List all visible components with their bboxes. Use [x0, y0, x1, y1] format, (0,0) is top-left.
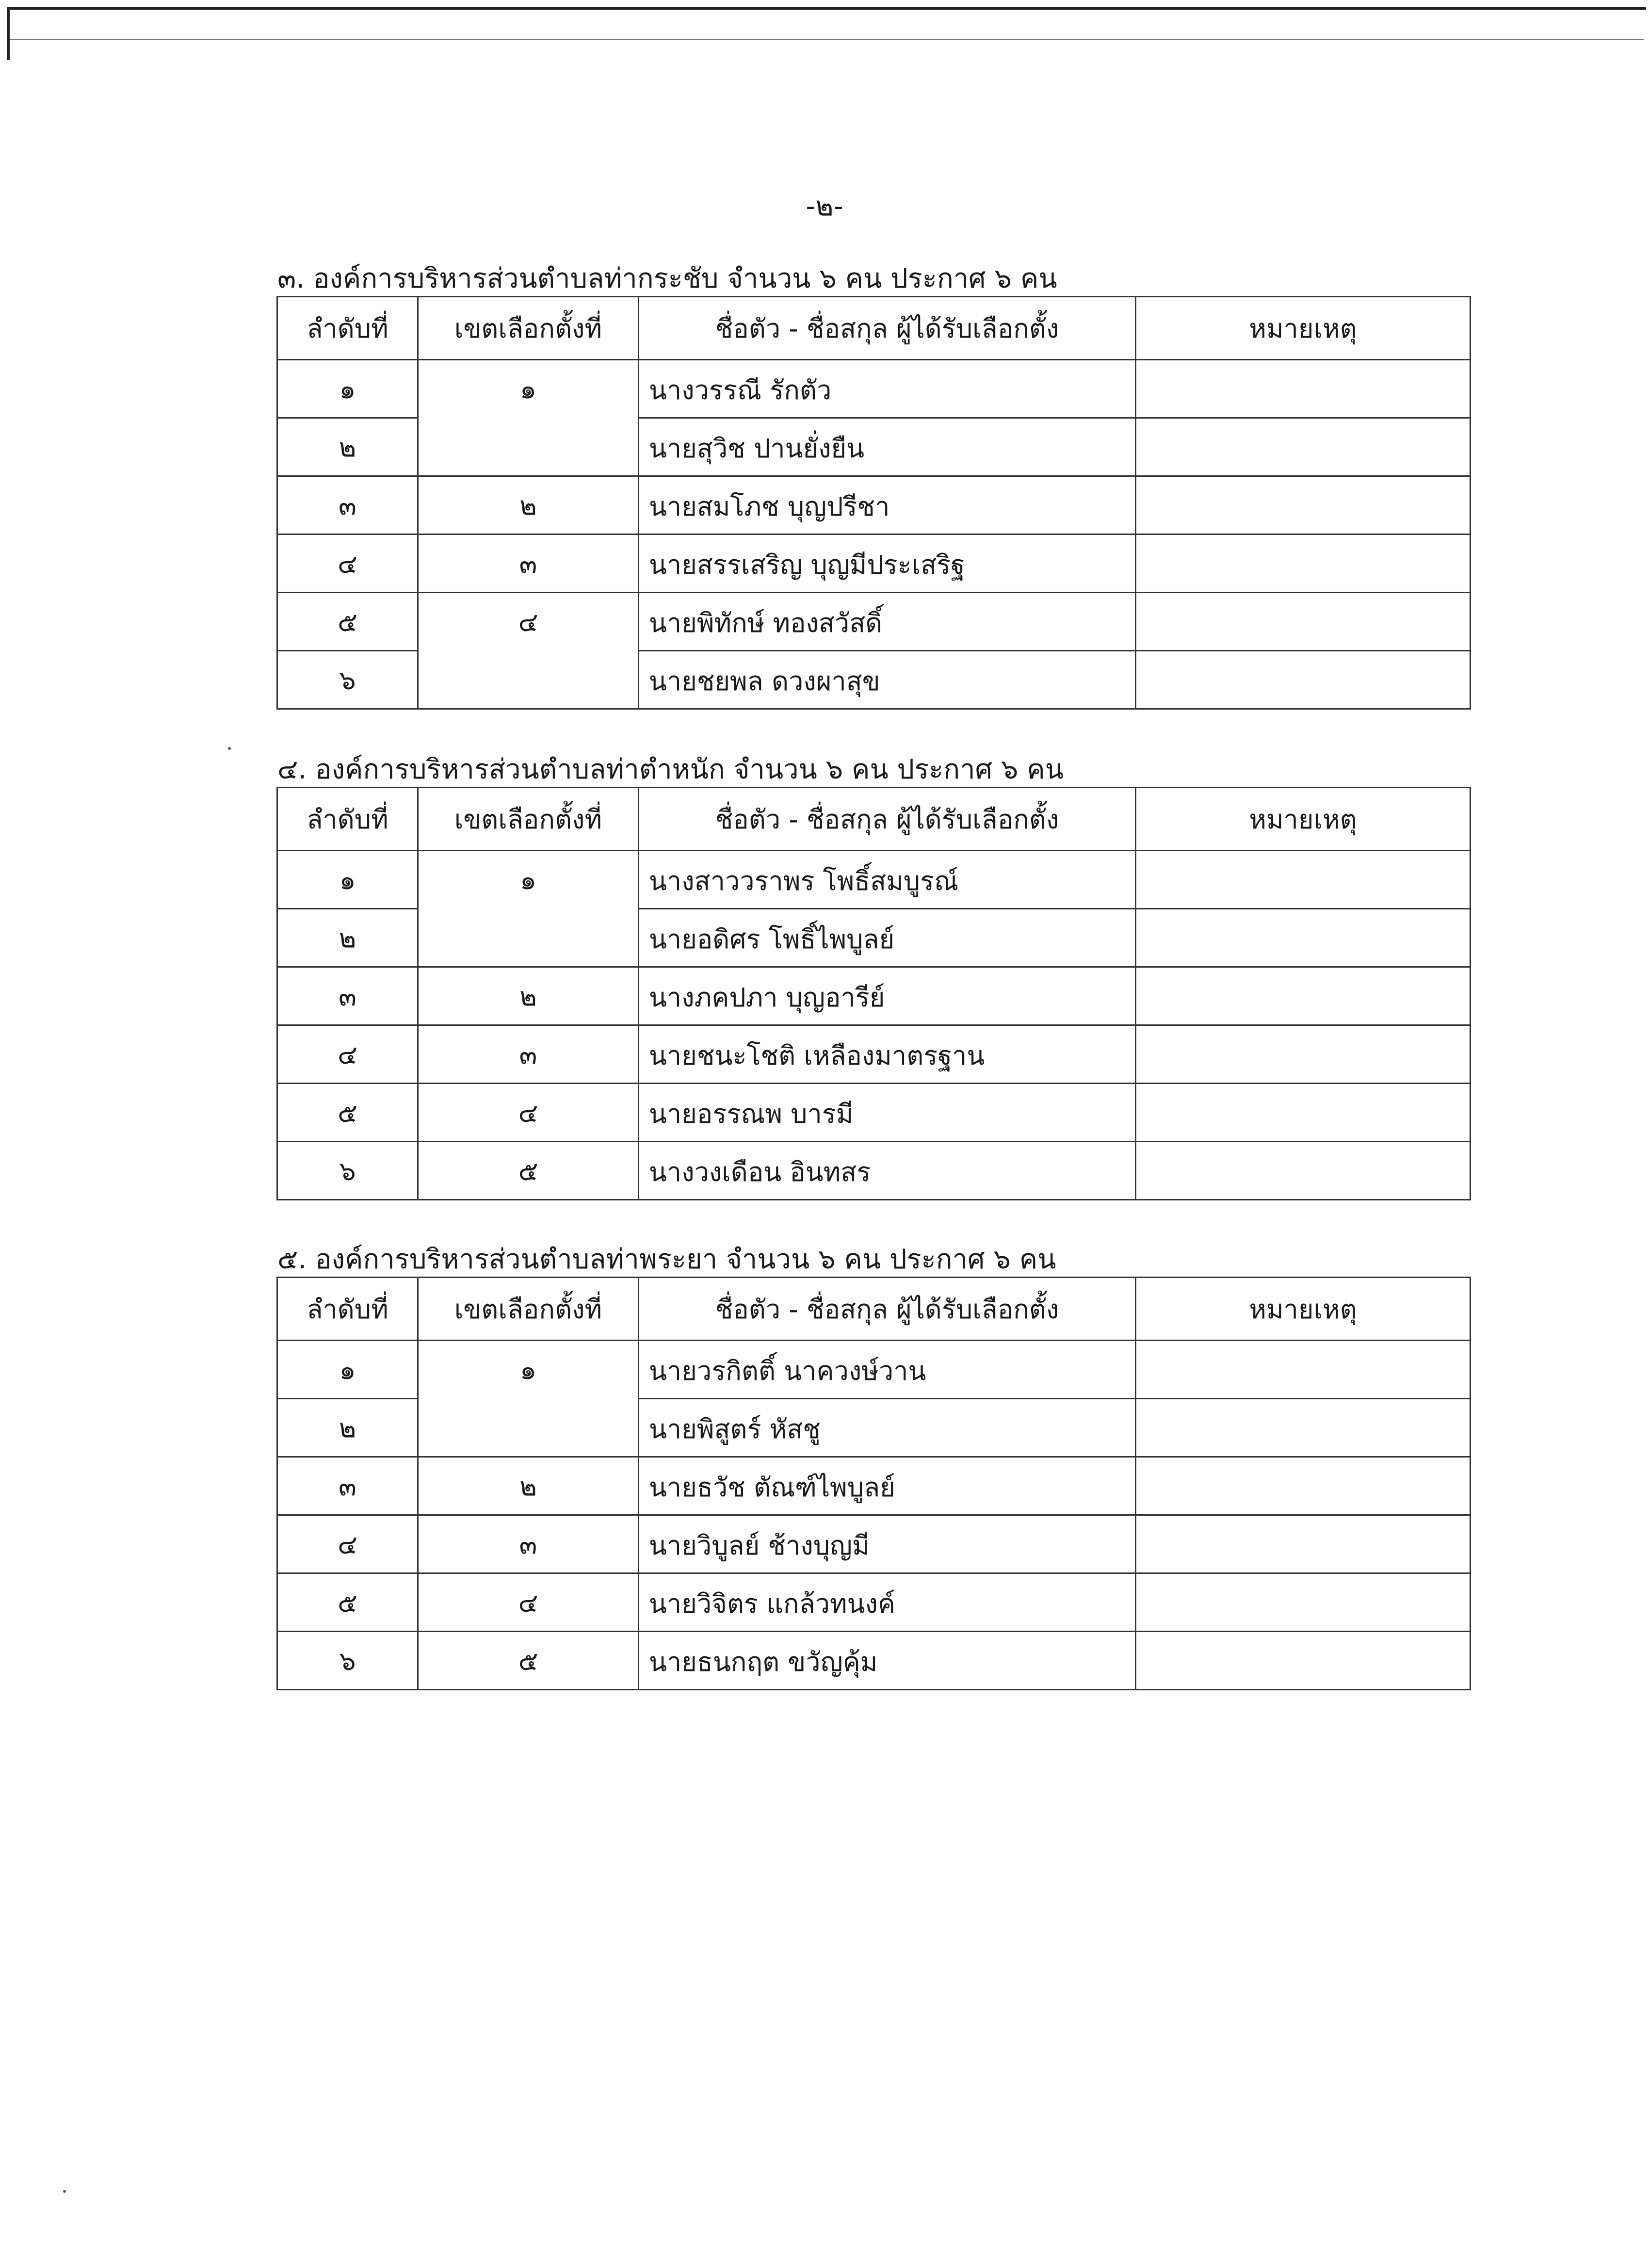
table-row: [277, 535, 1471, 593]
cell-remark: [1136, 1515, 1471, 1573]
cell-order: ๓: [277, 1457, 418, 1515]
cell-remark: [1136, 1084, 1471, 1142]
table-row: [277, 1573, 1471, 1632]
cell-order: ๑: [277, 1341, 418, 1399]
table-row: [277, 1515, 1471, 1573]
table-header-row: [277, 297, 1471, 360]
cell-order: ๖: [277, 1632, 418, 1690]
cell-remark: [1136, 1632, 1471, 1690]
section-tha-krachap: [276, 262, 1470, 710]
cell-name: นายสรรเสริญ บุญมีประเสริฐ: [639, 535, 1136, 593]
cell-district: ๔: [418, 1084, 639, 1142]
page-number: -๒-: [806, 191, 843, 222]
cell-district: ๓: [418, 535, 639, 593]
header-district: เขตเลือกตั้งที่: [418, 788, 639, 851]
cell-district: ๔: [418, 593, 639, 651]
cell-name: นายอดิศร โพธิ์ไพบูลย์: [639, 909, 1136, 967]
header-order: ลำดับที่: [277, 788, 418, 851]
cell-name: นายธวัช ตัณฑ์ไพบูลย์: [639, 1457, 1136, 1515]
header-remark: หมายเหตุ: [1136, 788, 1471, 851]
cell-name: นายวิจิตร แกล้วทนงค์: [639, 1573, 1136, 1632]
cell-order: ๔: [277, 1025, 418, 1084]
cell-remark: [1136, 418, 1471, 476]
cell-remark: [1136, 1399, 1471, 1457]
cell-name: นายวรกิตติ์ นาควงษ์วาน: [639, 1341, 1136, 1399]
cell-district: ๑: [418, 851, 639, 909]
cell-remark: [1136, 1457, 1471, 1515]
cell-name: นายพิสูตร์ หัสชู: [639, 1399, 1136, 1457]
cell-district: ๔: [418, 1573, 639, 1632]
cell-name: นายสมโภช บุญปรีชา: [639, 476, 1136, 535]
table-row: [277, 1084, 1471, 1142]
cell-district: ๒: [418, 967, 639, 1025]
elected-table: [276, 1277, 1471, 1690]
cell-order: ๕: [277, 1573, 418, 1632]
table-header-row: [277, 1278, 1471, 1341]
scan-speck: [228, 747, 231, 750]
cell-district: ๑: [418, 1341, 639, 1399]
cell-order: ๔: [277, 1515, 418, 1573]
cell-order: ๓: [277, 476, 418, 535]
cell-name: นายอรรณพ บารมี: [639, 1084, 1136, 1142]
cell-district: ๓: [418, 1025, 639, 1084]
header-remark: หมายเหตุ: [1136, 297, 1471, 360]
table-row: [277, 909, 1471, 967]
cell-remark: [1136, 967, 1471, 1025]
cell-district: ๕: [418, 1632, 639, 1690]
cell-name: นายพิทักษ์ ทองสวัสดิ์: [639, 593, 1136, 651]
cell-district: ๕: [418, 1142, 639, 1200]
cell-order: ๓: [277, 967, 418, 1025]
cell-name: นายชนะโชติ เหลืองมาตรฐาน: [639, 1025, 1136, 1084]
header-order: ลำดับที่: [277, 297, 418, 360]
cell-name: นายธนกฤต ขวัญคุ้ม: [639, 1632, 1136, 1690]
cell-name: นางภคปภา บุญอารีย์: [639, 967, 1136, 1025]
table-row: [277, 593, 1471, 651]
cell-remark: [1136, 1142, 1471, 1200]
cell-district: ๑: [418, 360, 639, 418]
section-title: ๔. องค์การบริหารส่วนตำบลท่าตำหนัก จำนวน ๖ คน ประกาศ ๖ คน: [277, 754, 1064, 785]
cell-remark: [1136, 360, 1471, 418]
cell-district: ๒: [418, 476, 639, 535]
cell-name: นายวิบูลย์ ช้างบุญมี: [639, 1515, 1136, 1573]
cell-order: ๔: [277, 535, 418, 593]
cell-name: นางสาววราพร โพธิ์สมบูรณ์: [639, 851, 1136, 909]
header-name: ชื่อตัว - ชื่อสกุล ผู้ได้รับเลือกตั้ง: [639, 788, 1136, 851]
header-name: ชื่อตัว - ชื่อสกุล ผู้ได้รับเลือกตั้ง: [639, 297, 1136, 360]
cell-order: ๑: [277, 360, 418, 418]
header-district: เขตเลือกตั้งที่: [418, 297, 639, 360]
table-row: [277, 1632, 1471, 1690]
table-row: [277, 651, 1471, 709]
section-title: ๓. องค์การบริหารส่วนตำบลท่ากระชับ จำนวน ๖ คน ประกาศ ๖ คน: [277, 263, 1057, 294]
cell-order: ๕: [277, 1084, 418, 1142]
table-row: [277, 476, 1471, 535]
cell-remark: [1136, 651, 1471, 709]
cell-district: [418, 418, 639, 476]
table-row: [277, 1457, 1471, 1515]
cell-remark: [1136, 1025, 1471, 1084]
table-row: [277, 1341, 1471, 1399]
cell-remark: [1136, 909, 1471, 967]
cell-order: ๒: [277, 909, 418, 967]
cell-district: ๓: [418, 1515, 639, 1573]
cell-name: นายสุวิช ปานยั่งยืน: [639, 418, 1136, 476]
header-name: ชื่อตัว - ชื่อสกุล ผู้ได้รับเลือกตั้ง: [639, 1278, 1136, 1341]
elected-table: [276, 296, 1471, 710]
table-header-row: [277, 788, 1471, 851]
cell-remark: [1136, 1573, 1471, 1632]
scan-edge-line: [10, 39, 1644, 40]
scan-edge: [7, 7, 1646, 60]
cell-order: ๑: [277, 851, 418, 909]
section-tha-tamnak: [276, 753, 1470, 1200]
elected-table: [276, 787, 1471, 1200]
cell-district: [418, 651, 639, 709]
table-row: [277, 1399, 1471, 1457]
cell-order: ๖: [277, 651, 418, 709]
cell-order: ๕: [277, 593, 418, 651]
cell-name: นางวงเดือน อินทสร: [639, 1142, 1136, 1200]
cell-remark: [1136, 593, 1471, 651]
table-row: [277, 1142, 1471, 1200]
table-row: [277, 1025, 1471, 1084]
table-row: [277, 360, 1471, 418]
cell-order: ๖: [277, 1142, 418, 1200]
table-row: [277, 418, 1471, 476]
cell-remark: [1136, 476, 1471, 535]
cell-order: ๒: [277, 418, 418, 476]
table-row: [277, 967, 1471, 1025]
cell-remark: [1136, 851, 1471, 909]
section-title: ๕. องค์การบริหารส่วนตำบลท่าพระยา จำนวน ๖ คน ประกาศ ๖ คน: [277, 1244, 1056, 1275]
cell-name: นายชยพล ดวงผาสุข: [639, 651, 1136, 709]
section-tha-phraya: [276, 1243, 1470, 1690]
cell-order: ๒: [277, 1399, 418, 1457]
cell-name: นางวรรณี รักตัว: [639, 360, 1136, 418]
header-remark: หมายเหตุ: [1136, 1278, 1471, 1341]
table-row: [277, 851, 1471, 909]
cell-district: ๒: [418, 1457, 639, 1515]
cell-district: [418, 909, 639, 967]
header-district: เขตเลือกตั้งที่: [418, 1278, 639, 1341]
cell-remark: [1136, 1341, 1471, 1399]
scan-speck: [63, 2190, 66, 2193]
header-order: ลำดับที่: [277, 1278, 418, 1341]
cell-district: [418, 1399, 639, 1457]
cell-remark: [1136, 535, 1471, 593]
